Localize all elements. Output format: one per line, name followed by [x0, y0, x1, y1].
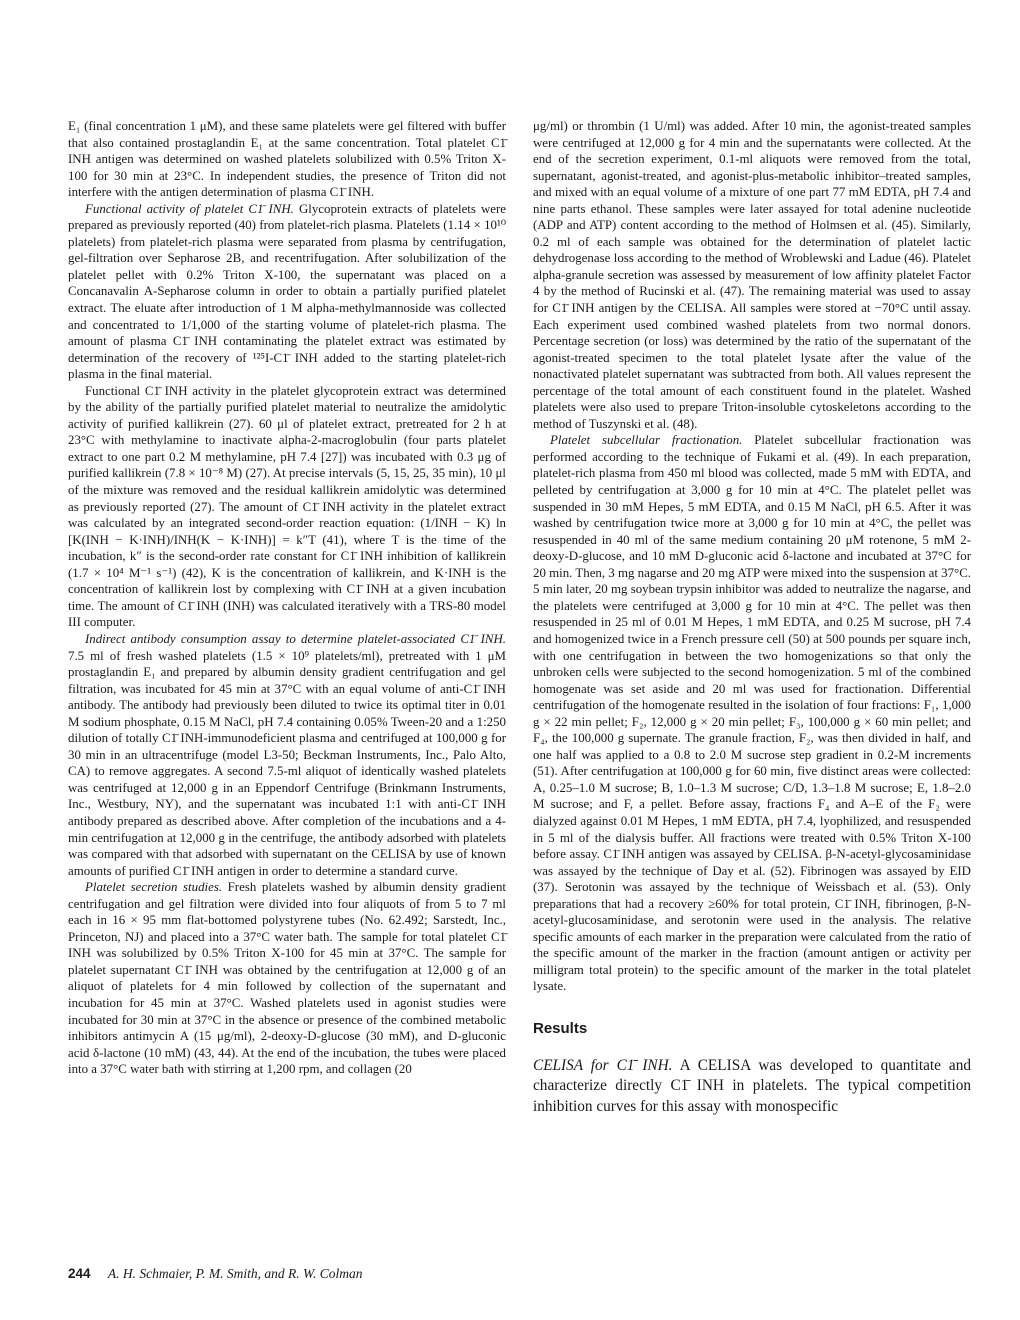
paragraph — [68, 879, 506, 1078]
results-intro — [533, 1056, 971, 1118]
paragraph-text: A CELISA was developed to quantitate and characterize directly C1̄ INH in platelets. The typical competition inhibition curves for this assay with monospecific — [533, 1056, 971, 1115]
paragraph: Functional C1̄ INH activity in the platelet glycoprotein extract was determined by the ability of the partially purified platelet material to neutralize the amidolytic activity of purified kallikrein (27). 60 μl of platelet extract, pretreated for 2 h at 23°C with methylamine to inactivate alpha-2-macroglobulin (four parts platelet extract to one part 0.2 M methylamine, pH 7.4 [27]) was incubated with 0.3 μg of purified kallikrein (7.8 × 10⁻⁸ M) (27). At precise intervals (5, 15, 25, 35 min), 10 μl of the mixture was removed and the residual kallikrein amidolytic was determined as previously reported (27). The amount of C1̄ INH activity in the platelet extract was calculated by an integrated second-order reaction equation: (1/INH − K) ln [K(INH − K·INH)/INH(K − K·INH)] = k″T (41), where T is the time of the incubation, k″ is the second-order rate constant for C1̄ INH inhibition of kallikrein (1.7 × 10⁴ M⁻¹ s⁻¹) (42), K is the concentration of kallikrein, and K·INH is the concentration of kallikrein lost by complexing with C1̄ INH at a given incubation time. The amount of C1̄ INH (INH) was calculated iteratively with a TRS-80 model III computer. — [68, 383, 506, 630]
page-footer — [68, 1266, 363, 1282]
paragraph: E₁ (final concentration 1 μM), and these same platelets were gel filtered with buffer that also contained prostaglandin E₁ at the same concentration. Total platelet C1̄ INH antigen was determined on washed platelets solubilized with 0.5% Triton X-100 for 30 min at 23°C. In independent studies, the presence of Triton did not interfere with the antigen determination of plasma C1̄ INH. — [68, 119, 506, 200]
paragraph-text: Glycoprotein extracts of platelets were prepared as previously reported (40) from platelet-rich plasma. Platelets (1.14 × 10¹⁰ platelets) from platelet-rich plasma were separated from plasma by centrifugation, gel-filtration over Sepharose 2B, and recentrifugation. After solubilization of the platelet pellet with 0.2% Triton X-100, the supernatant was placed on a Concanavalin A-Sepharose column in order to obtain a partially purified platelet extract. The eluate after introduction of 1 M alpha-methylmannoside was collected and concentrated to 1/1,000 of the starting volume of platelet-rich plasma. The amount of plasma C1̄ INH contaminating the platelet extract was estimated by determination of the recovery of ¹²⁵I-C1̄ INH added to the starting platelet-rich plasma in the final material. — [68, 201, 506, 382]
paragraph — [533, 1056, 971, 1118]
paragraph-text: Platelet subcellular fractionation was performed according to the technique of Fukami et al. (49). In each preparation, platelet-rich plasma from 450 ml blood was collected, made 5 mM with EDTA, and pelleted by centrifugation at 3,000 g for 10 min at 4°C. The platelet pellet was suspended in 30 mM Hepes, 5 mM EDTA, and 0.15 M NaCl, pH 6.5. After it was washed by centrifugation twice more at 3,000 g for 10 min at 4°C, the pellet was resuspended in 40 ml of the same medium containing 20 μM rotenone, 5 mM 2-deoxy-D-glucose, and 10 mM D-gluconic acid δ-lactone and incubated at 37°C for 20 min. Then, 3 mg nagarse and 20 mg ATP were mixed into the suspension at 37°C. 5 min later, 20 mg soybean trypsin inhibitor was added to neutralize the nagarse, and the platelets were centrifuged at 3,000 g for 10 min at 4°C. The pellet was then resuspended in 25 ml of 0.01 M Hepes, 1 mM EDTA, and 0.25 M sucrose, pH 7.4 and homogenized twice in a French pressure cell (50) at 500 pounds per square inch, with one centrifugation in between the two homogenizations so that only the unbroken cells were subjected to the second homogenization. 5 ml of the combined homogenate was set aside and 20 ml was used for fractionation. Differential centrifugation of the homogenate resulted in the isolation of four fractions: F₁, 1,000 g × 22 min pellet; F₂, 12,000 g × 20 min pellet; F₃, 100,000 g × 60 min pellet; and F₄, the 100,000 g supernate. The granule fraction, F₂, was then divided in half, and one half was applied to a 0.8 to 2.0 M sucrose step gradient in 0.2-M increments (51). After centrifugation at 100,000 g for 60 min, five distinct areas were collected: A, 0.25–1.0 M sucrose; B, 1.0–1.3 M sucrose; C/D, 1.3–1.8 M sucrose; E, 1.8–2.0 M sucrose; and F, a pellet. Before assay, fractions F₄ and A–E of the F₂ were dialyzed against 0.01 M Hepes, 1 mM EDTA, pH 7.4, lyophilized, and resuspended in 5 ml of the dialysis buffer. All fractions were treated with 0.5% Triton X-100 before assay. C1̄ INH antigen was assayed by CELISA. β-N-acetyl-glycosaminidase was assayed by the technique of Day et al. (52). Fibrinogen was assayed by EID (37). Serotonin was assayed by the technique of Weissbach et al. (53). Only preparations that had a recovery ≥60% for total protein, C1̄ INH, fibrinogen, β-N-acetyl-glucosaminidase, and serotonin were used in the analysis. The relative specific amounts of each marker in the preparation were calculated from the ratio of the specific amount of the marker in the fraction (amount antigen or activity per milligram total protein) to the specific amount of the marker in the total platelet lysate. — [533, 433, 972, 994]
paragraph — [68, 201, 506, 383]
paragraph-text: 7.5 ml of fresh washed platelets (1.5 × 10⁹ platelets/ml), pretreated with 1 μM prostaglandin E₁ and prepared by albumin density gradient centrifugation and gel filtration, was incubated for 45 min at 37°C with an equal volume of anti-C1̄ INH antibody. The antibody had previously been diluted to twice its optimal titer in 0.01 M sodium phosphate, 0.15 M NaCl, pH 7.4 containing 0.05% Tween-20 and a 1:250 dilution of totally C1̄ INH-immunodeficient plasma and centrifuged at 100,000 g for 30 min in an ultracentrifuge (model L3-50; Beckman Instruments, Inc., Palo Alto, CA) to remove aggregates. A second 7.5-ml aliquot of identically washed platelets was centrifuged at 12,000 g in an Eppendorf Centrifuge (Brinkmann Instruments, Inc., Westbury, NY), and the supernatant was incubated 1:1 with anti-C1̄ INH antibody prepared as described above. After completion of the incubations and a 4-min centrifugation at 12,000 g in the centrifuge, the antibody adsorbed with platelets was compared with that adsorbed with supernatant on the CELISA by use of known amounts of purified C1̄ INH antigen in order to determine a standard curve. — [68, 648, 506, 878]
section-run-in-heading: Platelet subcellular fractionation. — [550, 433, 743, 448]
section-run-in-heading: Platelet secretion studies. — [85, 880, 223, 895]
paragraph: μg/ml) or thrombin (1 U/ml) was added. After 10 min, the agonist-treated samples were centrifuged at 12,000 g for 4 min and the supernatants were collected. At the end of the secretion experiment, 0.1-ml aliquots were removed from the total, supernatant, agonist-treated, and agonist-plus-metabolic inhibitor–treated samples, and mixed with an equal volume of a mixture of one part 77 mM EDTA, pH 7.4 and nine parts ethanol. These samples were later assayed for total adenine nucleotide (ADP and ATP) content according to the method of Holmsen et al. (45). Similarly, 0.2 ml of each sample was obtained for the determination of platelet lactic dehydrogenase loss according to the method of Wroblewski and Ladue (46). Platelet alpha-granule secretion was assessed by measurement of low affinity platelet Factor 4 by the method of Rucinski et al. (47). The remaining material was used to assay for C1̄ INH antigen by the CELISA. All samples were stored at −70°C until assay. Each experiment used combined washed platelets from two normal donors. Percentage secretion (or loss) was determined by the ratio of the supernatant of the agonist-treated specimen to the total platelet lysate after the value of the nonactivated platelet supernatant was subtracted from both. All values represent the percentage of the total amount of each constituent found in the platelet. Washed platelets were also used to prepare Triton-insoluble cytoskeletons according to the method of Tuszynski et al. (48). — [533, 119, 971, 431]
section-run-in-heading: CELISA for C1̄ INH. — [533, 1056, 673, 1074]
paragraph-text: Fresh platelets washed by albumin density gradient centrifugation and gel filtration were divided into four aliquots of from 5 to 7 ml each in 16 × 95 mm flat-bottomed polystyrene tubes (No. 62.492; Sarstedt, Inc., Princeton, NJ) and placed into a 37°C water bath. The sample for total platelet C1̄ INH was solubilized by 0.5% Triton X-100 for 45 min at 37°C. The sample for platelet supernatant C1̄ INH was obtained by the centrifugation at 12,000 g of an aliquot of platelets for 4 min followed by collection of the supernatant and incubation for 45 min at 37°C. Washed platelets used in agonist studies were incubated for 30 min at 37°C in the absence or presence of the combined metabolic inhibitors antimycin A (15 μg/ml), 2-deoxy-D-glucose (30 mM), and D-gluconic acid δ-lactone (10 mM) (43, 44). At the end of the incubation, the tubes were placed into a 37°C water bath with stirring at 1,200 rpm, and collagen (20 — [68, 880, 506, 1077]
right-column — [533, 118, 971, 1117]
page-number: 244 — [68, 1266, 91, 1281]
running-authors: A. H. Schmaier, P. M. Smith, and R. W. Colman — [107, 1266, 363, 1281]
left-column — [68, 118, 506, 1078]
section-run-in-heading: Functional activity of platelet C1̄ INH. — [85, 201, 294, 216]
results-heading: Results — [533, 1019, 588, 1037]
section-run-in-heading: Indirect antibody consumption assay to determine platelet-associated C1̄ INH. — [85, 631, 506, 646]
paragraph — [533, 432, 971, 995]
paragraph — [68, 631, 506, 879]
